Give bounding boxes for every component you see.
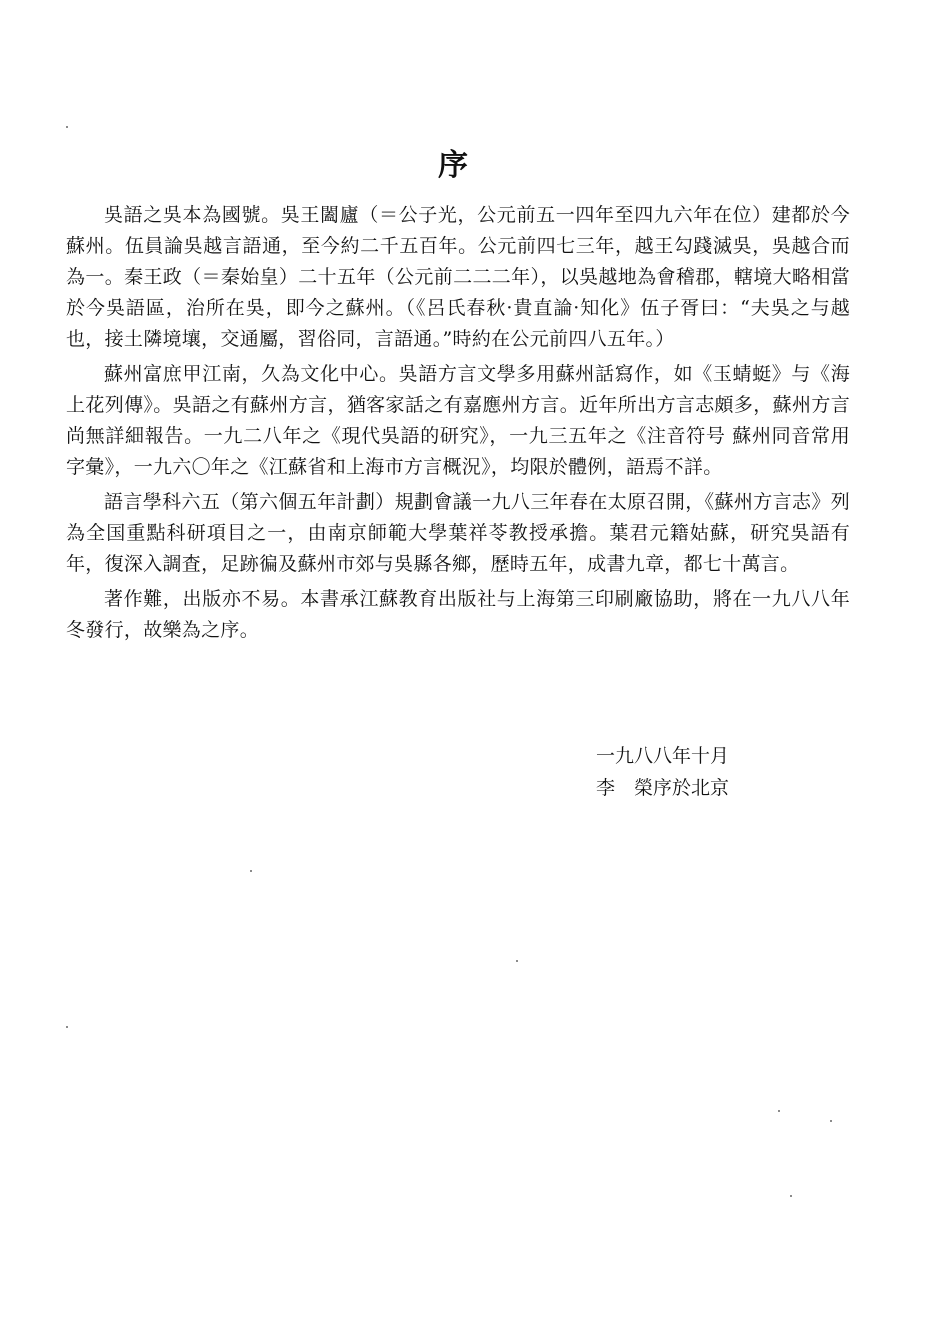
scan-speck — [66, 126, 68, 128]
scan-speck — [250, 870, 252, 872]
scan-speck — [66, 1026, 68, 1028]
paragraph-4: 著作難，出版亦不易。本書承江蘇教育出版社与上海第三印刷廠協助，將在一九八八年冬發行，故樂為之序。 — [66, 588, 850, 641]
paragraph-3: 語言學科六五（第六個五年計劃）規劃會議一九八三年春在太原召開，《蘇州方言志》列為全国重點科研項目之一，由南京師範大學葉祥苓教授承擔。葉君元籍姑蘇，研究吳語有年，復深入調査，足跡徧及蘇州市郊与吳縣各鄉，歷時五年，成書九章，都七十萬言。 — [66, 491, 850, 575]
preface-body — [66, 200, 850, 650]
signature-date: 一九八八年十月 — [596, 745, 730, 767]
paragraph-1: 吳語之吳本為國號。吳王闔廬（＝公子光，公元前五一四年至四九六年在位）建都於今蘇州。伍員論吳越言語通，至今約二千五百年。公元前四七三年，越王勾踐滅吳，吳越合而為一。秦王政（＝秦始皇）二十五年（公元前二二二年），以吳越地為會稽郡，轄境大略相當於今吳語區，治所在吳，即今之蘇州。（《呂氏春秋·貴直論·知化》伍子胥曰：“夫吳之与越也，接土隣境壤，交通屬，習俗同，言語通。”時約在公元前四八五年。） — [66, 204, 850, 350]
scan-speck — [778, 1110, 780, 1112]
scan-speck — [790, 1195, 792, 1197]
page-title: 序 — [438, 148, 470, 183]
signature-block — [596, 740, 856, 804]
signature-author: 李 榮序於北京 — [596, 777, 730, 799]
scan-speck — [830, 1120, 832, 1122]
scan-speck — [516, 960, 518, 962]
paragraph-2: 蘇州富庶甲江南，久為文化中心。吳語方言文學多用蘇州話寫作，如《玉蜻蜓》与《海上花列傳》。吳語之有蘇州方言，猶客家話之有嘉應州方言。近年所出方言志頗多，蘇州方言尚無詳細報告。一九二八年之《現代吳語的研究》，一九三五年之《注音符号 蘇州同音常用字彙》，一九六〇年之《江蘇省和上海市方言概況》，均限於體例，語焉不詳。 — [66, 363, 850, 478]
